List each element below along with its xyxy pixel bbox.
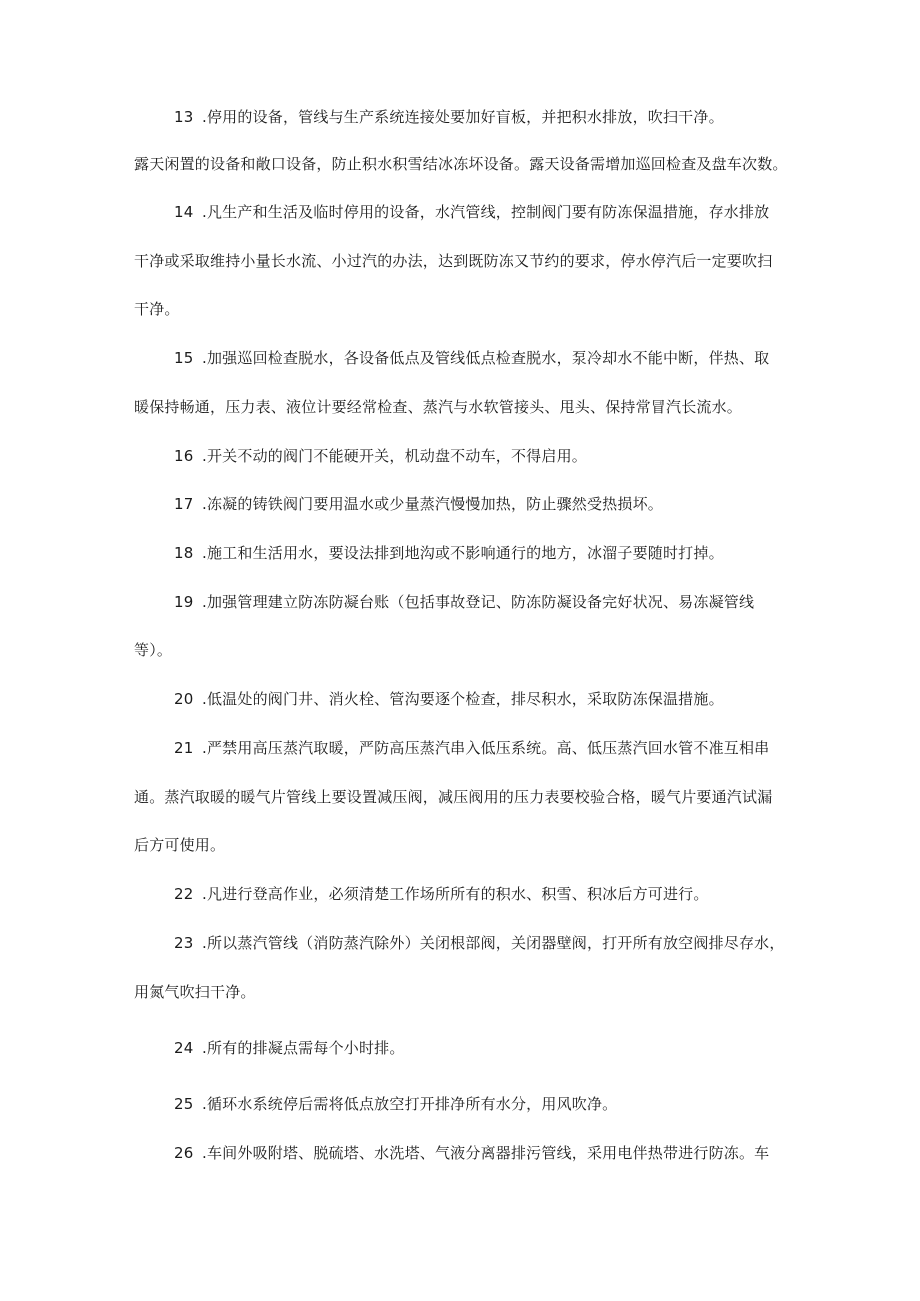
item-text: 暖保持畅通，压力表、液位计要经常检查、蒸汽与水软管接头、甩头、保持常冒汽长流水。 [134, 398, 743, 416]
item-text: 干净或采取维持小量长水流、小过汽的办法，达到既防冻又节约的要求，停水停汽后一定要吹扫 [134, 252, 773, 270]
item-number: 23 [174, 934, 194, 952]
item-number: 26 [174, 1144, 194, 1162]
paragraph-line [134, 249, 772, 273]
item-text: .所有的排凝点需每个小时排。 [202, 1039, 405, 1057]
paragraph-line [134, 395, 742, 419]
item-text: .停用的设备，管线与生产系统连接处要加好盲板，并把积水排放，吹扫干净。 [202, 108, 724, 126]
paragraph-line [134, 152, 788, 176]
paragraph-line [174, 736, 769, 760]
item-text: 露天闲置的设备和敞口设备，防止积水积雪结冰冻坏设备。露天设备需增加巡回检查及盘车次数。 [134, 155, 788, 173]
item-text: .凡进行登高作业，必须清楚工作场所所有的积水、积雪、积冰后方可进行。 [202, 885, 709, 903]
item-text: .加强管理建立防冻防凝台账（包括事故登记、防冻防凝设备完好状况、易冻凝管线 [202, 593, 755, 611]
paragraph-line [174, 541, 724, 565]
paragraph-line [174, 1036, 405, 1060]
paragraph-line [174, 200, 769, 224]
paragraph-line [174, 590, 754, 614]
paragraph-line [174, 1141, 769, 1165]
item-text: 后方可使用。 [134, 836, 226, 854]
item-number: 20 [174, 690, 194, 708]
item-text: .循环水系统停后需将低点放空打开排净所有水分，用风吹净。 [202, 1095, 618, 1113]
item-number: 17 [174, 495, 194, 513]
paragraph-line [174, 931, 785, 955]
item-number: 16 [174, 447, 194, 465]
item-number: 15 [174, 349, 194, 367]
item-number: 18 [174, 544, 194, 562]
paragraph-line [134, 638, 172, 662]
item-text: 通。蒸汽取暖的暖气片管线上要设置减压阀，减压阀用的压力表要校验合格，暖气片要通汽试漏 [134, 788, 773, 806]
item-text: 干净。 [134, 300, 180, 318]
item-text: .凡生产和生活及临时停用的设备，水汽管线，控制阀门要有防冻保温措施，存水排放 [202, 203, 770, 221]
paragraph-line [134, 833, 225, 857]
item-text: .所以蒸汽管线（消防蒸汽除外）关闭根部阀，关闭器壁阀，打开所有放空阀排尽存水， [202, 934, 785, 952]
paragraph-line [174, 687, 724, 711]
paragraph-line [134, 297, 180, 321]
paragraph-line [174, 105, 724, 129]
item-text: .低温处的阀门井、消火栓、管沟要逐个检查，排尽积水，采取防冻保温措施。 [202, 690, 724, 708]
item-text: .车间外吸附塔、脱硫塔、水洗塔、气液分离器排污管线，采用电伴热带进行防冻。车 [202, 1144, 770, 1162]
item-text: .冻凝的铸铁阀门要用温水或少量蒸汽慢慢加热，防止骤然受热损坏。 [202, 495, 663, 513]
item-number: 13 [174, 108, 194, 126]
item-number: 22 [174, 885, 194, 903]
paragraph-line [174, 1092, 617, 1116]
item-text: .加强巡回检查脱水，各设备低点及管线低点检查脱水，泵冷却水不能中断，伴热、取 [202, 349, 770, 367]
item-number: 21 [174, 739, 194, 757]
item-number: 19 [174, 593, 194, 611]
paragraph-line [134, 785, 772, 809]
item-text: .施工和生活用水，要设法排到地沟或不影响通行的地方，冰溜子要随时打掉。 [202, 544, 724, 562]
paragraph-line [174, 346, 769, 370]
item-text: 用氮气吹扫干净。 [134, 983, 256, 1001]
item-number: 14 [174, 203, 194, 221]
paragraph-line [174, 444, 587, 468]
paragraph-line [174, 492, 663, 516]
paragraph-line [134, 980, 256, 1004]
item-number: 25 [174, 1095, 194, 1113]
item-text: 等）。 [134, 641, 173, 659]
item-text: .开关不动的阀门不能硬开关，机动盘不动车，不得启用。 [202, 447, 587, 465]
paragraph-line [174, 882, 709, 906]
item-number: 24 [174, 1039, 194, 1057]
item-text: .严禁用高压蒸汽取暖，严防高压蒸汽串入低压系统。高、低压蒸汽回水管不准互相串 [202, 739, 770, 757]
